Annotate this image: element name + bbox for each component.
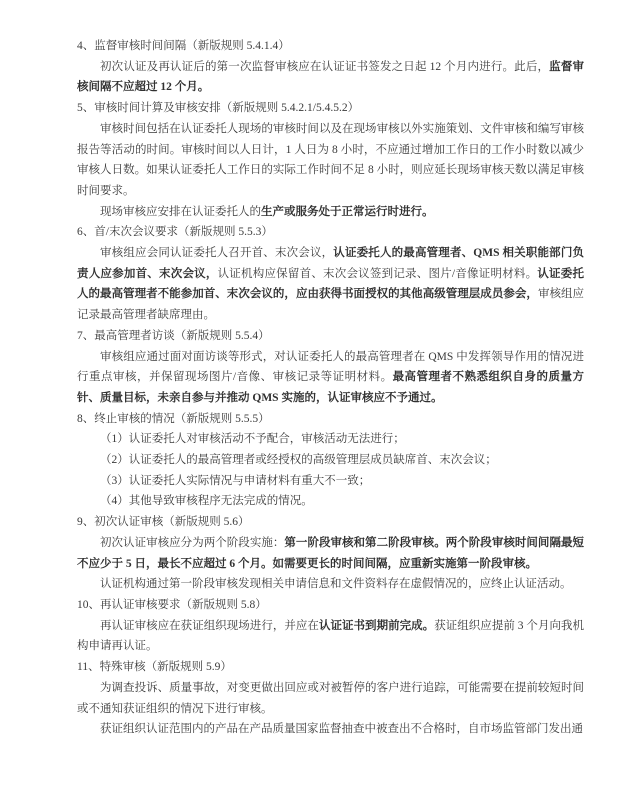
- section: [77, 36, 584, 98]
- paragraph: [77, 243, 584, 326]
- emphasis-text: 最高管理者不熟悉组织自身的质量方针、质量目标，未亲自参与并推动 QMS 实施的，认证审核应不予通过。: [77, 371, 584, 404]
- body-text: 审核组应通过面对面访谈等形式，对认证委托人的最高管理者在 QMS 中发挥领导作用的情况进行重点审核，并保留现场图片/音像、审核记录等证明材料。: [77, 350, 584, 384]
- emphasis-text: 认证委托人的最高管理者、QMS 相关职能部门负责人应参加首、末次会议，: [77, 247, 584, 280]
- section-heading: 10、再认证审核要求（新版规则 5.8）: [77, 598, 267, 611]
- emphasis-text: 生产或服务处于正常运行时进行。: [261, 205, 434, 218]
- section: [77, 98, 584, 222]
- body-text: 初次认证及再认证后的第一次监督审核应在认证证书签发之日起 12 个月内进行。此后，: [100, 60, 550, 73]
- body-text: 获证组织应提前 3 个月向我机构申请再认证。: [77, 619, 585, 653]
- body-text: （3）认证委托人实际情况与申请材料有重大不一致；: [100, 474, 371, 487]
- body-text: 为调查投诉、质量事故，对变更做出回应或对被暂停的客户进行追踪，可能需要在提前较短时间或不通知获证组织的情况下进行审核。: [77, 681, 584, 715]
- paragraph: [77, 678, 584, 719]
- body-text: 初次认证审核应分为两个阶段实施：: [100, 536, 285, 549]
- body-text: 再认证审核应在获证组织现场进行，并应在: [100, 619, 319, 632]
- paragraph: [77, 202, 584, 223]
- paragraph: [77, 471, 584, 492]
- section: [77, 512, 584, 595]
- section-heading: 11、特殊审核（新版规则 5.9）: [77, 661, 232, 674]
- section: [77, 326, 584, 409]
- section-heading: 9、初次认证审核（新版规则 5.6）: [77, 516, 250, 529]
- paragraph: [77, 719, 584, 740]
- section-heading: 7、最高管理者访谈（新版规则 5.5.4）: [77, 329, 270, 342]
- paragraph: [77, 450, 584, 471]
- section-heading: 4、监督审核时间间隔（新版规则 5.4.1.4）: [77, 40, 290, 52]
- body-text: 现场审核应安排在认证委托人的: [100, 205, 261, 218]
- paragraph: [77, 429, 584, 450]
- body-text: 审核组应会同认证委托人召开首、末次会议，: [100, 247, 334, 260]
- paragraph: [77, 574, 584, 595]
- paragraph: [77, 491, 584, 512]
- section: [77, 409, 584, 513]
- body-text: 审核组应记录最高管理者缺席理由。: [77, 288, 585, 322]
- section: [77, 595, 584, 657]
- emphasis-text: 认证证书到期前完成。: [318, 619, 435, 632]
- paragraph: [77, 533, 584, 574]
- section-heading: 8、终止审核的情况（新版规则 5.5.5）: [77, 412, 270, 425]
- body-text: 审核时间包括在认证委托人现场的审核时间以及在现场审核以外实施策划、文件审核和编写审核报告等活动的时间。审核时间以人日计，1 人日为 8 小时，不应通过增加工作日的工作小时数以减少审核人日数。如果认证委托人工作日的实际工作时间不足 8 小时，则应延长现场审核天数以满足审核时间要求。: [77, 122, 584, 197]
- section-heading: 6、首/末次会议要求（新版规则 5.5.3）: [77, 226, 273, 239]
- paragraph: [77, 119, 584, 202]
- section-heading: 5、审核时间计算及审核安排（新版规则 5.4.2.1/5.4.5.2）: [77, 102, 360, 115]
- body-text: 获证组织认证范围内的产品在产品质量国家监督抽查中被查出不合格时，自市场监管部门发出通: [100, 723, 583, 736]
- document-body: [77, 36, 584, 740]
- emphasis-text: 认证委托人的最高管理者不能参加首、末次会议的，应由获得书面授权的其他高级管理层成员参会，: [77, 267, 584, 301]
- body-text: 认证机构通过第一阶段审核发现相关申请信息和文件资料存在虚假情况的，应终止认证活动。: [100, 578, 572, 591]
- body-text: （1）认证委托人对审核活动不予配合，审核活动无法进行；: [100, 433, 405, 446]
- emphasis-text: 第一阶段审核和第二阶段审核。两个阶段审核时间间隔最短不应少于 5 日，最长不应超过 6 个月。如需要更长的时间间隔，应重新实施第一阶段审核。: [77, 536, 584, 570]
- paragraph: [77, 616, 584, 657]
- body-text: （4）其他导致审核程序无法完成的情况。: [100, 495, 313, 508]
- paragraph: [77, 347, 584, 409]
- body-text: 认证机构应保留首、末次会议签到记录、图片/音像证明材料。: [217, 267, 538, 280]
- section: [77, 222, 584, 326]
- paragraph: [77, 57, 584, 98]
- emphasis-text: 监督审核间隔不应超过 12 个月。: [77, 60, 585, 94]
- section: [77, 657, 584, 740]
- body-text: （2）认证委托人的最高管理者或经授权的高级管理层成员缺席首、末次会议；: [100, 454, 497, 467]
